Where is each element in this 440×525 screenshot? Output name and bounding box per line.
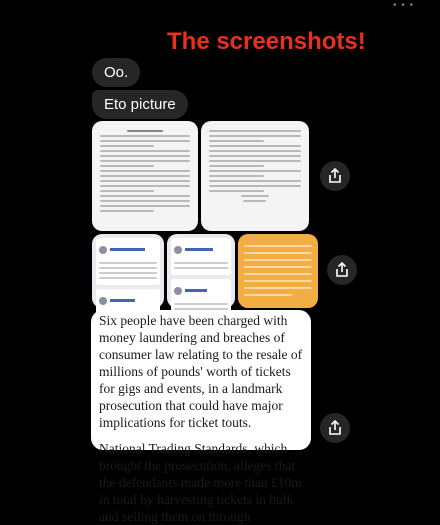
article-paragraph: Six people have been charged with money laundering and breaches of consumer law relating to the resale of millions of pounds' worth of tickets for gigs and events, in a landmark prosecution that could have major implications for ticket touts.: [99, 313, 303, 430]
share-icon: [334, 262, 350, 278]
share-icon: [327, 168, 343, 184]
facebook-screenshot-2[interactable]: [167, 234, 235, 308]
letter-image-2[interactable]: [201, 121, 309, 231]
message-bubble: Oo.: [92, 58, 140, 87]
share-icon: [327, 420, 343, 436]
facebook-screenshot-1[interactable]: [92, 234, 164, 308]
headline-text: The screenshots!: [167, 28, 366, 55]
orange-note-image[interactable]: [238, 234, 318, 308]
share-button[interactable]: [320, 413, 350, 443]
more-dots-icon[interactable]: • • •: [392, 0, 414, 11]
letter-image-1[interactable]: [92, 121, 198, 231]
share-button[interactable]: [320, 161, 350, 191]
message-bubble: Eto picture: [92, 90, 188, 119]
share-button[interactable]: [327, 255, 357, 285]
article-paragraph: National Trading Standards, which brought the prosecution, alleges that the defendants made more than £10m in total by harvesting tickets in bulk and selling them on through: [99, 441, 302, 524]
article-screenshot[interactable]: [91, 310, 311, 524]
